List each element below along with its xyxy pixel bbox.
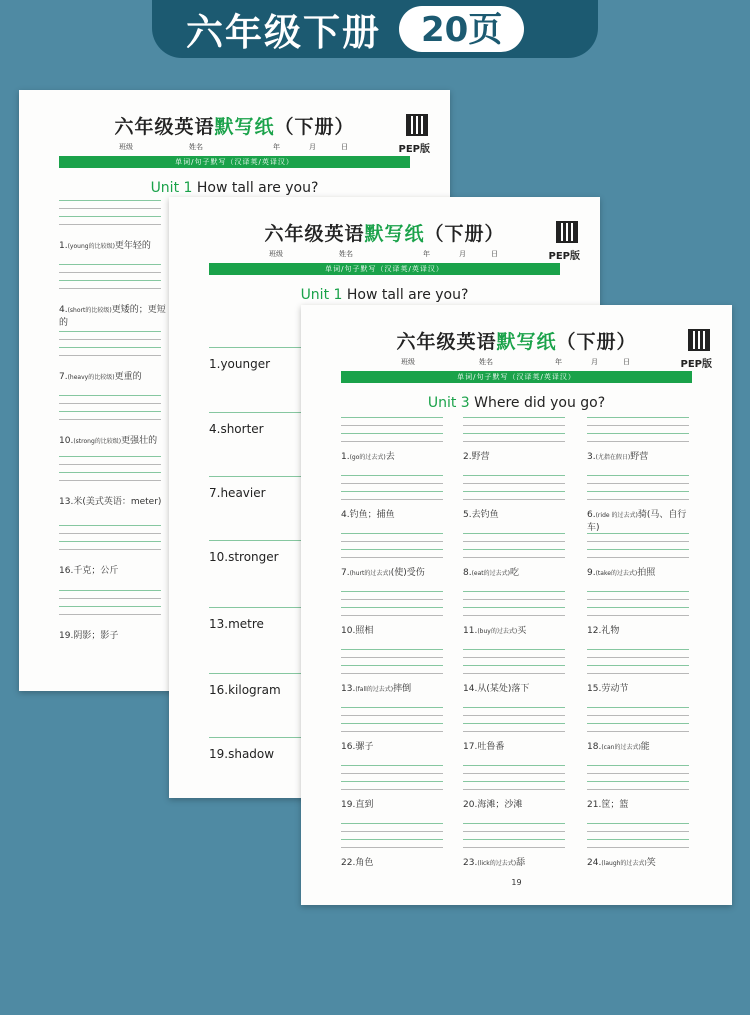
qr-code-icon	[688, 329, 710, 351]
writing-lines[interactable]	[463, 765, 565, 797]
edition-label: PEP版	[680, 359, 712, 370]
writing-lines[interactable]	[463, 475, 565, 507]
item-n: 23.	[463, 858, 478, 868]
meta-day: 日	[623, 358, 630, 366]
unit-heading: Unit 3 Where did you go?	[427, 395, 606, 411]
item-text: 骑(马、自行车)	[587, 510, 687, 533]
writing-lines[interactable]	[209, 607, 309, 615]
qr-code-icon	[556, 221, 578, 243]
item-n: 22.	[341, 858, 356, 868]
item-hint: (go的过去式)	[349, 454, 386, 461]
writing-lines[interactable]	[59, 200, 161, 232]
writing-lines[interactable]	[59, 395, 161, 427]
meta-year: 年	[423, 250, 430, 258]
item-hint: (buy的过去式)	[477, 628, 518, 635]
dictation-item	[463, 509, 573, 522]
item-text: 筐；篮	[601, 800, 629, 810]
item-text: 野营	[471, 452, 490, 462]
meta-month: 月	[591, 358, 598, 366]
item-hint: (ride 的过去式)	[595, 512, 638, 519]
item-text: 更年轻的	[114, 241, 151, 251]
meta-class: 班级	[269, 250, 283, 258]
item-text: 礼物	[601, 626, 620, 636]
item-hint: (lick的过去式)	[477, 860, 517, 867]
meta-month: 月	[459, 250, 466, 258]
item-n: 2.	[463, 452, 472, 462]
item-text: 拍照	[637, 568, 656, 578]
meta-day: 日	[491, 250, 498, 258]
writing-lines[interactable]	[341, 475, 443, 507]
item-text: 米(美式英语：meter)	[73, 497, 162, 507]
item-text: 去钓鱼	[471, 510, 499, 520]
item-text: 去	[385, 452, 395, 462]
writing-lines[interactable]	[59, 456, 161, 488]
item-text: 笑	[646, 858, 656, 868]
writing-lines[interactable]	[463, 591, 565, 623]
writing-lines[interactable]	[587, 475, 689, 507]
dictation-item	[463, 741, 573, 754]
item-text: 更重的	[114, 372, 142, 382]
item-n: 4.	[341, 510, 350, 520]
writing-lines[interactable]	[209, 737, 309, 745]
item-hint: (can的过去式)	[601, 744, 641, 751]
dictation-item	[341, 625, 451, 638]
writing-lines[interactable]	[587, 649, 689, 681]
item-text: 舔	[516, 858, 526, 868]
item-hint: (laugh的过去式)	[601, 860, 647, 867]
dictation-item	[59, 240, 169, 253]
top-banner	[152, 0, 598, 58]
item-n: 13.	[341, 684, 356, 694]
dictation-item	[341, 509, 451, 522]
item-n: 12.	[587, 626, 602, 636]
answer-word: 7.heavier	[209, 486, 266, 500]
dictation-item	[59, 496, 169, 509]
writing-lines[interactable]	[59, 331, 161, 363]
dictation-item	[587, 509, 697, 534]
writing-lines[interactable]	[587, 533, 689, 565]
edition-label: PEP版	[548, 251, 580, 262]
dictation-item	[341, 741, 451, 754]
writing-lines[interactable]	[341, 417, 443, 449]
writing-lines[interactable]	[59, 264, 161, 296]
item-n: 9.	[587, 568, 596, 578]
meta-year: 年	[555, 358, 562, 366]
dictation-item	[59, 565, 169, 578]
item-n: 17.	[463, 742, 478, 752]
item-text: 吐鲁番	[477, 742, 505, 752]
item-n: 8.	[463, 568, 472, 578]
writing-lines[interactable]	[463, 533, 565, 565]
unit-heading: Unit 1 How tall are you?	[300, 287, 469, 303]
item-text: 角色	[355, 858, 374, 868]
item-n: 16.	[341, 742, 356, 752]
banner-title: 六年级下册	[186, 11, 381, 54]
dictation-item	[341, 857, 451, 870]
worksheet-front	[301, 305, 732, 905]
edition-label: PEP版	[398, 144, 430, 155]
dictation-item	[341, 683, 451, 696]
item-n: 21.	[587, 800, 602, 810]
item-hint: (take的过去式)	[595, 570, 638, 577]
meta-name: 姓名	[479, 358, 493, 366]
item-n: 1.	[341, 452, 350, 462]
writing-lines[interactable]	[209, 412, 309, 420]
item-text: 摔倒	[393, 684, 412, 694]
dictation-item	[463, 625, 573, 638]
writing-lines[interactable]	[341, 591, 443, 623]
item-n: 7.	[59, 372, 68, 382]
writing-lines[interactable]	[463, 417, 565, 449]
item-hint: (heavy的比较级)	[67, 374, 115, 381]
item-text: 买	[517, 626, 527, 636]
item-hint: (strong的比较级)	[73, 438, 122, 445]
item-text: 劳动节	[601, 684, 629, 694]
writing-lines[interactable]	[59, 525, 161, 557]
writing-lines[interactable]	[59, 590, 161, 622]
item-hint: (hurt的过去式)	[349, 570, 391, 577]
dictation-item	[463, 567, 573, 580]
dictation-item	[587, 625, 697, 638]
item-n: 4.	[59, 305, 68, 315]
dictation-item	[341, 567, 451, 580]
item-hint: (eat的过去式)	[471, 570, 510, 577]
item-text: 能	[640, 742, 650, 752]
answer-word: 4.shorter	[209, 422, 264, 436]
dictation-item	[341, 451, 451, 464]
qr-code-icon	[406, 114, 428, 136]
meta-year: 年	[273, 143, 280, 151]
sheet-title: 六年级英语默写纸（下册）	[396, 331, 637, 353]
item-text: 从(某处)落下	[477, 684, 530, 694]
item-n: 19.	[341, 800, 356, 810]
writing-lines[interactable]	[463, 649, 565, 681]
item-hint: (short的比较级)	[67, 307, 112, 314]
meta-day: 日	[341, 143, 348, 151]
item-n: 1.	[59, 241, 68, 251]
answer-word: 19.shadow	[209, 747, 275, 761]
meta-name: 姓名	[189, 143, 203, 151]
item-text: 照相	[355, 626, 374, 636]
dictation-item	[587, 741, 697, 754]
item-text: 海滩；沙滩	[477, 800, 523, 810]
dictation-item	[59, 435, 169, 448]
writing-lines[interactable]	[209, 347, 309, 355]
writing-lines[interactable]	[463, 707, 565, 739]
item-n: 18.	[587, 742, 602, 752]
item-n: 5.	[463, 510, 472, 520]
writing-lines[interactable]	[209, 673, 309, 681]
item-text: 更强壮的	[121, 436, 158, 446]
writing-lines[interactable]	[463, 823, 565, 855]
dictation-item	[341, 799, 451, 812]
meta-class: 班级	[401, 358, 415, 366]
item-n: 6.	[587, 510, 596, 520]
answer-word: 13.metre	[209, 617, 264, 631]
writing-lines[interactable]	[341, 533, 443, 565]
unit-heading: Unit 1 How tall are you?	[150, 180, 319, 196]
item-n: 10.	[341, 626, 356, 636]
dictation-item	[587, 857, 697, 870]
dictation-item	[463, 683, 573, 696]
dictation-item	[587, 567, 697, 580]
item-n: 15.	[587, 684, 602, 694]
meta-month: 月	[309, 143, 316, 151]
item-text: 更矮的；更短的	[59, 305, 166, 328]
item-n: 11.	[463, 626, 478, 636]
answer-word: 16.kilogram	[209, 683, 281, 697]
meta-name: 姓名	[339, 250, 353, 258]
item-text: 骡子	[355, 742, 374, 752]
answer-word: 10.stronger	[209, 550, 279, 564]
instruction-bar: 单词/句子默写（汉译英/英译汉）	[59, 156, 410, 168]
writing-lines[interactable]	[341, 649, 443, 681]
page-count-badge: 20页	[399, 6, 524, 52]
dictation-item	[463, 451, 573, 464]
meta-class: 班级	[119, 143, 133, 151]
dictation-item	[59, 630, 169, 643]
dictation-item	[59, 371, 169, 384]
dictation-item	[587, 683, 697, 696]
writing-lines[interactable]	[341, 823, 443, 855]
dictation-item	[59, 304, 169, 329]
writing-lines[interactable]	[587, 591, 689, 623]
writing-lines[interactable]	[341, 707, 443, 739]
writing-lines[interactable]	[209, 540, 309, 548]
item-hint: (fall的过去式)	[355, 686, 394, 693]
item-n: 13.	[59, 497, 74, 507]
sheet-title: 六年级英语默写纸（下册）	[114, 116, 355, 138]
item-text: 钓鱼；捕鱼	[349, 510, 395, 520]
instruction-bar: 单词/句子默写（汉译英/英译汉）	[341, 371, 692, 383]
item-text: 千克；公斤	[73, 566, 119, 576]
item-n: 10.	[59, 436, 74, 446]
item-text: 直到	[355, 800, 374, 810]
item-hint: (尤指在假日)	[595, 454, 631, 461]
writing-lines[interactable]	[587, 417, 689, 449]
sheet-title: 六年级英语默写纸（下册）	[264, 223, 505, 245]
item-text: 阴影；影子	[73, 631, 119, 641]
writing-lines[interactable]	[209, 476, 309, 484]
item-n: 20.	[463, 800, 478, 810]
item-n: 3.	[587, 452, 596, 462]
writing-lines[interactable]	[341, 765, 443, 797]
item-n: 19.	[59, 631, 74, 641]
dictation-item	[587, 799, 697, 812]
instruction-bar: 单词/句子默写（汉译英/英译汉）	[209, 263, 560, 275]
item-n: 24.	[587, 858, 602, 868]
dictation-item	[463, 857, 573, 870]
answer-word: 1.younger	[209, 357, 271, 371]
item-text: (使)受伤	[390, 568, 425, 578]
item-text: 野营	[630, 452, 649, 462]
item-n: 7.	[341, 568, 350, 578]
page-number: 19	[511, 878, 522, 887]
item-n: 16.	[59, 566, 74, 576]
dictation-item	[463, 799, 573, 812]
writing-lines[interactable]	[587, 707, 689, 739]
writing-lines[interactable]	[587, 765, 689, 797]
item-n: 14.	[463, 684, 478, 694]
writing-lines[interactable]	[587, 823, 689, 855]
item-hint: (young的比较级)	[67, 243, 115, 250]
dictation-item	[587, 451, 697, 464]
item-text: 吃	[510, 568, 520, 578]
